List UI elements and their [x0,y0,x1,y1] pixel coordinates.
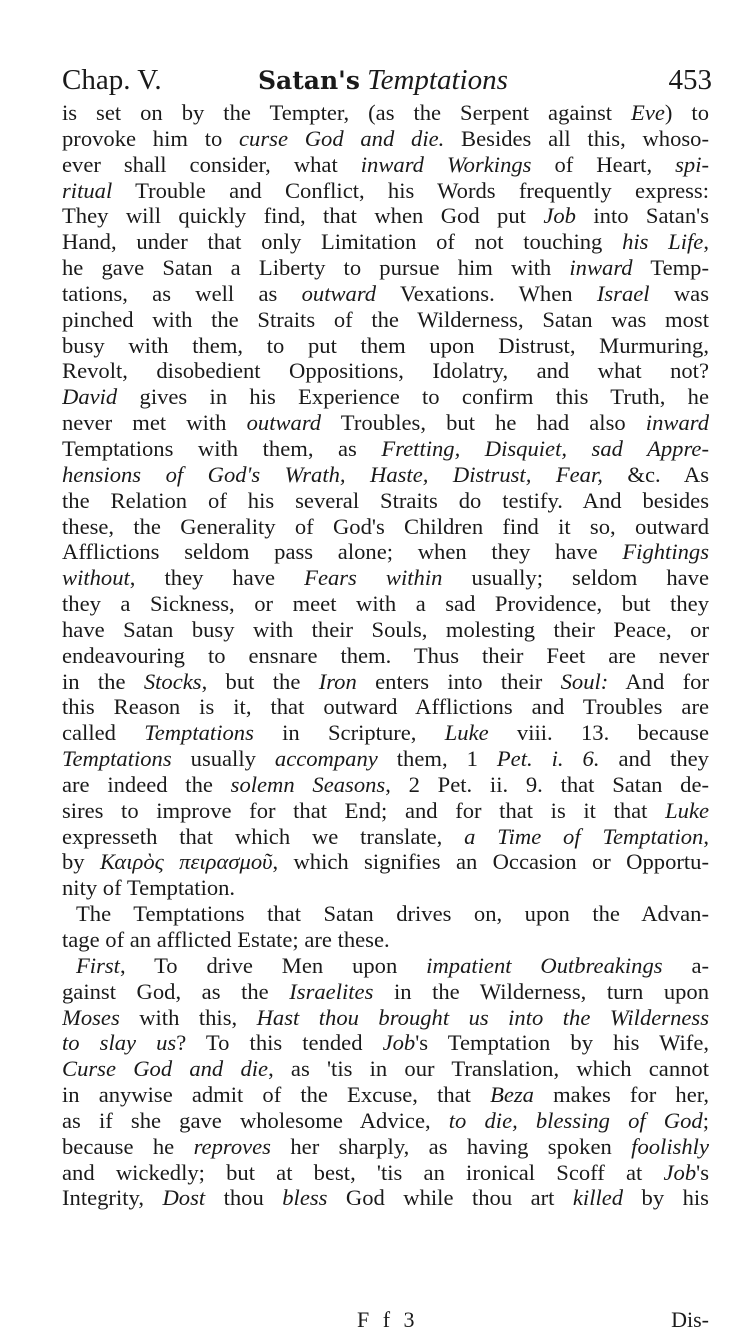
text-span: , but the [201,668,319,694]
text-span: called [62,720,145,746]
text-span: he gave Satan a Liberty to pursue him with [62,255,570,281]
text-line [62,100,709,126]
italic-text: Eve [631,100,665,125]
text-line [62,643,709,669]
running-title [258,58,508,103]
text-span: ever shall consider, what [62,151,361,177]
text-span: viii. 13. because [488,720,709,746]
italic-text: without [62,565,130,591]
text-span: and wickedly; but at best, 'tis an ironical Scoff at [62,1159,664,1185]
text-span: , as 'tis in our Translation, which cannot [268,1056,709,1082]
text-span: sires to improve for that End; and for that is it that [62,797,666,823]
chapter-label: Chap. V. [62,64,162,96]
italic-text: a Time of Temptation [464,823,704,849]
text-line [62,1030,709,1056]
italic-text: curse God and die. [239,125,445,151]
text-span: , [703,823,709,849]
text-span: ; [702,1107,709,1133]
italic-text: Pet. i. 6. [496,746,600,772]
italic-text: inward Workings [360,151,532,177]
text-span: is set on by the Tempter, (as the Serpent against [62,100,632,125]
text-line [62,1082,709,1108]
text-span: makes for her, [533,1082,709,1108]
text-line [62,1185,709,1211]
text-line [62,178,709,204]
text-line [62,875,709,901]
text-span: tations, as well as [62,280,302,306]
running-title-blackletter: Satan's [258,66,360,95]
italic-text: his Life [622,229,704,255]
text-span: have Satan busy with their Souls, molesting their Peace, or [62,616,709,642]
italic-text: Job [543,203,576,229]
text-line [62,824,709,850]
text-line [62,488,709,514]
italic-text: Fightings [622,539,709,565]
text-line [62,1108,709,1134]
text-line [62,720,709,746]
text-span: never met with [62,410,247,436]
text-line [62,203,709,229]
text-span: expresseth that which we translate, [62,823,465,849]
italic-text: Job [663,1159,697,1185]
text-span: thou [205,1185,283,1211]
text-line [62,694,709,720]
text-span: , they have [129,565,305,591]
italic-text: ritual [62,177,113,203]
page-number: 453 [668,64,712,96]
catchword: Dis- [671,1307,709,1332]
text-line [62,591,709,617]
italic-text: David [62,384,118,410]
italic-text: spi- [675,151,709,177]
text-span: into Satan's [575,203,709,229]
italic-text: Temptations [144,720,254,746]
text-line [62,772,709,798]
italic-text: inward [645,410,709,436]
text-span: usually; seldom have [442,565,709,591]
signature-mark: F f 3 [357,1307,419,1332]
text-line [62,849,709,875]
italic-text: Temptations [62,746,172,772]
italic-text: Iron [318,668,357,694]
text-span: tage of an afflicted Estate; are these. [62,927,390,952]
italic-text: outward [246,410,322,436]
text-span: Besides all this, whoso- [444,125,709,151]
italic-text: Fears within [304,565,443,591]
text-span: They will quickly find, that when God put [62,203,544,229]
italic-text: accompany [274,746,378,772]
text-span: 's Temptation by his Wife, [415,1030,709,1056]
text-line [62,358,709,384]
italic-text: to slay us [62,1030,177,1056]
italic-text: Israelites [289,978,374,1004]
text-line [62,746,709,772]
running-title-italic: Temptations [367,64,508,96]
text-span: busy with them, to put them upon Distrust, Murmuring, [62,332,709,358]
text-line [62,281,709,307]
text-line [62,126,709,152]
text-span: Trouble and Conflict, his Words frequently express: [112,177,709,203]
text-span: provoke him to [62,125,240,151]
text-line [62,229,709,255]
italic-text: Moses [62,1004,120,1030]
text-span: usually [171,746,275,772]
body-text [62,100,709,1211]
italic-text: Luke [665,797,709,823]
text-span: these, the Generality of God's Children find it so, outward [62,513,709,539]
italic-text: Stocks [143,668,202,694]
page-footer [62,1305,709,1335]
text-span: enters into their [356,668,561,694]
text-line [62,565,709,591]
italic-text: foolishly [631,1133,709,1159]
text-span: her sharply, as having spoken [270,1133,632,1159]
text-line [62,539,709,565]
text-line [62,333,709,359]
text-span: by [62,849,100,875]
text-span: gainst God, as the [62,978,290,1004]
text-span: of Heart, [531,151,676,177]
italic-text: Dost [162,1185,206,1211]
text-line [62,255,709,281]
text-span: ) to [664,100,709,125]
italic-text: Israel [596,280,650,306]
text-span: are indeed the [62,771,231,797]
text-line [62,436,709,462]
text-span: , which signifies an Occasion or Opportu- [272,849,709,875]
text-line [62,307,709,333]
text-span: The Temptations that Satan drives on, upon the Advan- [76,901,709,927]
italic-text: Hast thou brought us into the Wilderness [256,1004,709,1030]
text-span: nity of Temptation. [62,875,236,901]
italic-text: bless [282,1185,328,1211]
italic-text: solemn Seasons [230,771,386,797]
italic-text: hensions of God's Wrath, Haste, Distrust, Fear, [62,461,603,487]
text-span: in anywise admit of the Excuse, that [62,1082,491,1108]
text-span: Troubles, but he had also [321,410,646,436]
text-span: Temp- [632,255,709,281]
text-span: because he [62,1133,194,1159]
text-span: And for [608,668,709,694]
text-span: in the [62,668,144,694]
text-span: Temptations with them, as [62,435,382,461]
text-span: this Reason is it, that outward Afflictions and Troubles are [62,694,709,720]
italic-text: Job [382,1030,416,1056]
italic-text: inward [569,255,633,281]
text-line [62,1056,709,1082]
italic-text: Καιρὸς πειρασμοῦ [99,849,273,875]
text-span: 's [696,1159,709,1185]
text-line [62,410,709,436]
text-span: gives in his Experience to confirm this Truth, he [117,384,709,410]
text-line [62,953,709,979]
text-line [62,1005,709,1031]
text-line [62,927,709,953]
text-line [62,901,709,927]
text-span: ? To this tended [176,1030,383,1056]
text-span: &c. As [602,461,709,487]
text-span: endeavouring to ensnare them. Thus their Feet are never [62,642,709,668]
text-span: a- [662,952,709,978]
text-span: the Relation of his several Straits do testify. And besides [62,487,709,513]
italic-text: Beza [490,1082,534,1108]
text-span: them, 1 [377,746,497,772]
text-span: with this, [119,1004,257,1030]
italic-text: impatient Outbreakings [426,952,663,978]
text-line [62,617,709,643]
text-span: Vexations. When [376,280,597,306]
italic-text: First [76,952,120,978]
text-span: was [649,280,709,306]
text-span: they a Sickness, or meet with a sad Providence, but they [62,591,709,617]
italic-text: Fretting, Disquiet, sad Appre- [381,435,709,461]
text-span: in Scripture, [253,720,445,746]
text-span: pinched with the Straits of the Wilderness, Satan was most [62,306,709,332]
italic-text: Curse God and die [62,1056,269,1082]
running-header [62,58,712,102]
italic-text: Soul: [560,668,609,694]
text-span: Afflictions seldom pass alone; when they have [62,539,623,565]
text-line [62,669,709,695]
italic-text: Luke [444,720,489,746]
text-line [62,152,709,178]
text-span: as if she gave wholesome Advice, [62,1107,449,1133]
text-span: by his [623,1185,709,1211]
text-line [62,1160,709,1186]
text-span: , 2 Pet. ii. 9. that Satan de- [385,771,709,797]
text-span: Hand, under that only Limitation of not touching [62,229,623,255]
italic-text: outward [301,280,377,306]
text-span: God while thou art [327,1185,573,1211]
text-span: , [703,229,709,255]
text-line [62,798,709,824]
text-line [62,1134,709,1160]
italic-text: to die, blessing of God [448,1107,703,1133]
text-line [62,462,709,488]
italic-text: killed [572,1185,624,1211]
text-span: Revolt, disobedient Oppositions, Idolatry, and what not? [62,358,709,384]
text-line [62,514,709,540]
text-span: Integrity, [62,1185,163,1211]
text-span: , To drive Men upon [119,952,427,978]
text-span: and they [599,746,709,772]
text-line [62,384,709,410]
italic-text: reproves [193,1133,271,1159]
text-line [62,979,709,1005]
text-span: in the Wilderness, turn upon [373,978,709,1004]
